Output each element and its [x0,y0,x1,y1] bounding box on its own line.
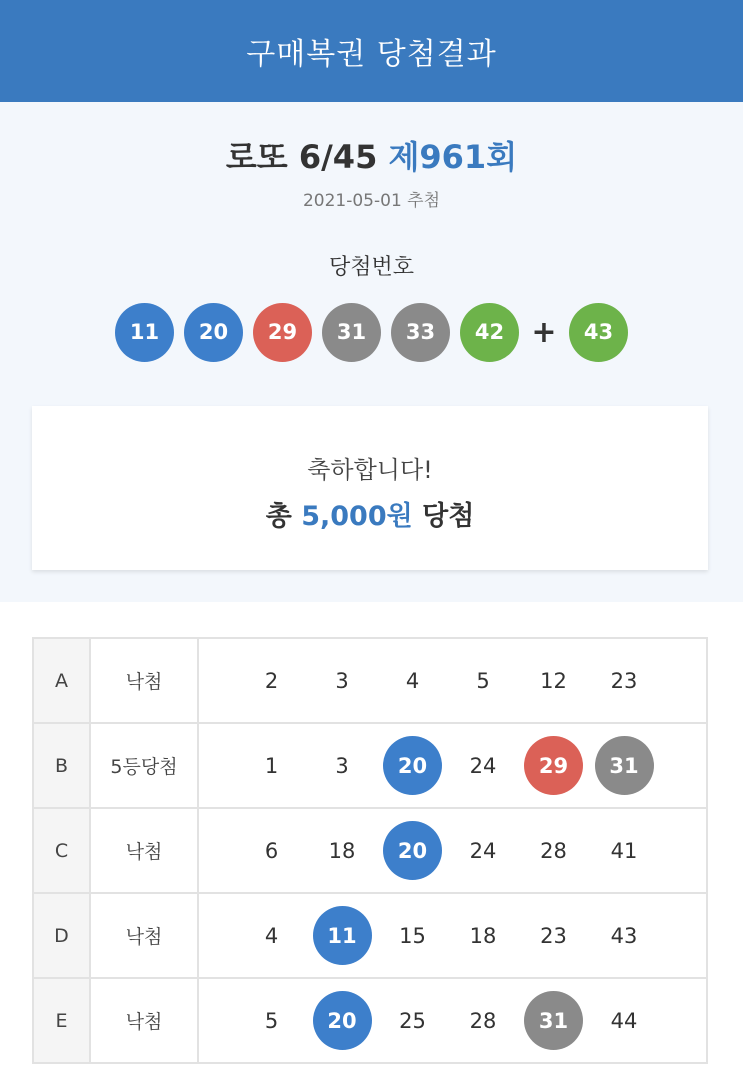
winning-ball: 20 [184,303,243,362]
page-title: 구매복권 당첨결과 [246,37,497,72]
game-number: 3 [335,753,349,778]
matched-number-ball: 20 [313,991,372,1050]
prize-amount: 5,000원 [301,501,413,532]
winning-ball: 31 [322,303,381,362]
game-numbers [198,638,707,723]
winning-ball: 33 [391,303,450,362]
game-numbers [198,723,707,808]
congrats-message: 축하합니다! [307,456,433,484]
draw-title [0,132,743,178]
game-number: 15 [399,923,426,948]
page-header [0,0,743,102]
game-row [33,723,707,808]
winning-numbers-label: 당첨번호 [328,255,414,280]
game-result: 5등당첨 [90,723,198,808]
game-row [33,808,707,893]
total-suffix: 당첨 [422,501,475,532]
matched-number-ball: 11 [313,906,372,965]
draw-date: 2021-05-01 추첨 [302,191,441,211]
draw-round: 제961회 [388,138,518,176]
game-result: 낙첨 [90,638,198,723]
winning-ball: 42 [460,303,519,362]
game-id: C [33,808,90,893]
game-number: 4 [264,923,279,948]
game-number: 5 [264,1008,279,1033]
total-prefix: 총 [265,501,292,532]
total-winnings [32,494,708,533]
game-result: 낙첨 [90,808,198,893]
game-number: 43 [610,923,638,948]
matched-number-ball: 31 [595,736,654,795]
game-id: D [33,893,90,978]
game-number: 41 [610,838,638,863]
matched-number-ball: 29 [524,736,583,795]
game-number: 18 [469,923,497,948]
game-number: 4 [405,668,420,693]
game-id: A [33,638,90,723]
game-number: 12 [540,668,567,693]
game-number: 23 [610,668,638,693]
game-number: 1 [264,753,279,778]
plus-sign: + [531,314,557,350]
game-result: 낙첨 [90,978,198,1063]
matched-number-ball: 20 [383,736,442,795]
game-number: 18 [328,838,356,863]
game-id: E [33,978,90,1063]
game-row [33,978,707,1063]
game-numbers [198,893,707,978]
game-number: 3 [335,668,349,693]
game-row [33,893,707,978]
winning-ball: 29 [253,303,312,362]
winning-numbers [0,302,743,362]
game-number: 44 [610,1008,638,1033]
game-number: 2 [264,668,279,693]
game-number: 5 [476,668,490,693]
game-number: 6 [264,838,279,863]
game-number: 24 [469,838,497,863]
game-result: 낙첨 [90,893,198,978]
game-numbers [198,808,707,893]
result-card [32,406,708,570]
game-row [33,638,707,723]
winning-ball: 11 [115,303,174,362]
game-number: 24 [469,753,497,778]
game-number: 28 [540,838,567,863]
draw-summary [0,102,743,602]
game-number: 23 [540,923,567,948]
game-number: 25 [399,1008,426,1033]
game-name: 로또 6/45 [225,138,378,176]
purchased-games-table [32,637,708,1064]
bonus-ball: 43 [569,303,628,362]
game-number: 28 [469,1008,497,1033]
matched-number-ball: 31 [524,991,583,1050]
game-numbers [198,978,707,1063]
game-id: B [33,723,90,808]
matched-number-ball: 20 [383,821,442,880]
